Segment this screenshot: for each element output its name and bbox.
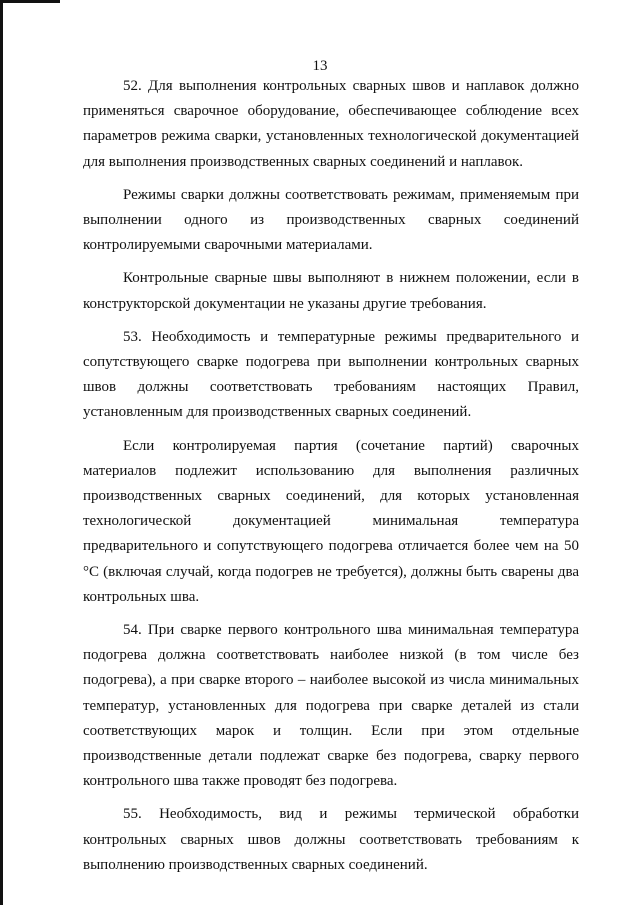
paragraph-batch: Если контролируемая партия (сочетание партий) сварочных материалов подлежит использованию для выполнения различных производственных сварных соединений, для которых установленная технологической документацией минимальная температура предварительного и сопутствующего подогрева отличается более чем на 50 °C (включая случай, когда подогрев не требуется), должны быть сварены два контрольных шва.	[83, 437, 579, 605]
paragraph-55: 55. Необходимость, вид и режимы термической обработки контрольных сварных швов должны соответствовать требованиям к выполнению производственных сварных соединений.	[83, 806, 579, 873]
scan-edge-top	[0, 0, 60, 3]
paragraph-53: 53. Необходимость и температурные режимы предварительного и сопутствующего сварке подогрева при выполнении контрольных сварных швов должны соответствовать требованиям настоящих Правил, установленным для производственных сварных соединений.	[83, 328, 579, 421]
page-number: 13	[312, 58, 328, 74]
paragraph-position: Контрольные сварные швы выполняют в нижнем положении, если в конструкторской документации не указаны другие требования.	[83, 270, 579, 312]
paragraph-modes: Режимы сварки должны соответствовать режимам, применяемым при выполнении одного из производственных сварных соединений контролируемыми сварочными материалами.	[83, 186, 579, 254]
paragraph-54: 54. При сварке первого контрольного шва минимальная температура подогрева должна соответствовать наиболее низкой (в том числе без подогрева), а при сварке второго – наиболее высокой из числа минимальных температур, установленных для подогрева при сварке деталей из стали соответствующих марок и толщин. Если при этом отдельные производственные детали подлежат сварке без подогрева, сварку первого контрольного шва также проводят без подогрева.	[83, 622, 579, 790]
document-body	[83, 74, 579, 886]
paragraph-52: 52. Для выполнения контрольных сварных швов и наплавок должно применяться сварочное оборудование, обеспечивающее соблюдение всех параметров режима сварки, установленных технологической документацией для выполнения производственных сварных соединений и наплавок.	[83, 78, 579, 170]
scan-edge-left	[0, 0, 3, 905]
